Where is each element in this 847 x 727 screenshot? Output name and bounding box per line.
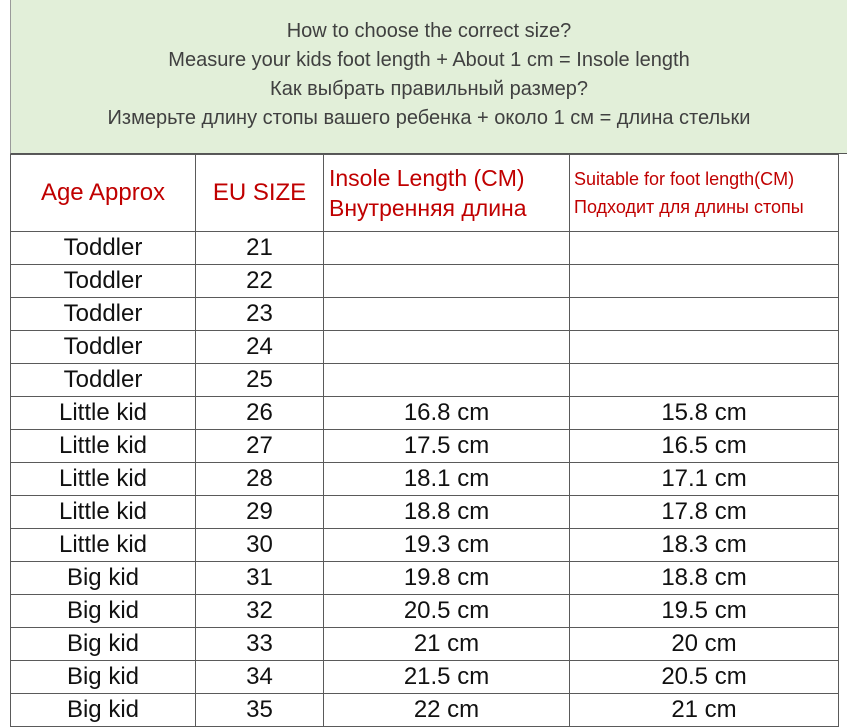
- cell-insole-length: [324, 232, 570, 265]
- cell-insole-length: [324, 364, 570, 397]
- cell-age: Toddler: [11, 298, 196, 331]
- cell-insole-length: 20.5 cm: [324, 595, 570, 628]
- cell-insole-length: 21.5 cm: [324, 661, 570, 694]
- cell-age: Little kid: [11, 463, 196, 496]
- table-row: [11, 298, 839, 331]
- header-insole-ru: Внутренняя длина: [329, 195, 527, 221]
- cell-eu-size: 28: [196, 463, 324, 496]
- cell-eu-size: 25: [196, 364, 324, 397]
- cell-foot-length: 17.1 cm: [570, 463, 839, 496]
- cell-insole-length: [324, 298, 570, 331]
- table-row: [11, 628, 839, 661]
- cell-eu-size: 30: [196, 529, 324, 562]
- cell-insole-length: 18.1 cm: [324, 463, 570, 496]
- table-row: [11, 529, 839, 562]
- cell-foot-length: [570, 298, 839, 331]
- cell-age: Little kid: [11, 529, 196, 562]
- table-row: [11, 562, 839, 595]
- cell-age: Toddler: [11, 331, 196, 364]
- cell-foot-length: 19.5 cm: [570, 595, 839, 628]
- cell-foot-length: 15.8 cm: [570, 397, 839, 430]
- cell-insole-length: 22 cm: [324, 694, 570, 727]
- banner-line-4: Измерьте длину стопы вашего ребенка + около 1 см = длина стельки: [107, 107, 751, 129]
- cell-eu-size: 22: [196, 265, 324, 298]
- cell-insole-length: 17.5 cm: [324, 430, 570, 463]
- cell-age: Little kid: [11, 430, 196, 463]
- table-row: [11, 694, 839, 727]
- cell-foot-length: 21 cm: [570, 694, 839, 727]
- table-row: [11, 496, 839, 529]
- cell-foot-length: 18.8 cm: [570, 562, 839, 595]
- table-row: [11, 397, 839, 430]
- table-row: [11, 232, 839, 265]
- size-table: [10, 154, 839, 727]
- banner-line-3: Как выбрать правильный размер?: [270, 78, 588, 100]
- cell-eu-size: 29: [196, 496, 324, 529]
- cell-eu-size: 21: [196, 232, 324, 265]
- cell-foot-length: 20.5 cm: [570, 661, 839, 694]
- table-row: [11, 463, 839, 496]
- header-foot-ru: Подходит для длины стопы: [574, 197, 804, 217]
- cell-insole-length: [324, 265, 570, 298]
- header-foot-length: [570, 155, 839, 232]
- cell-insole-length: [324, 331, 570, 364]
- banner-line-2: Measure your kids foot length + About 1 cm = Insole length: [168, 49, 690, 71]
- cell-foot-length: [570, 232, 839, 265]
- cell-eu-size: 24: [196, 331, 324, 364]
- cell-eu-size: 34: [196, 661, 324, 694]
- header-age: Age Approx: [11, 155, 196, 232]
- cell-foot-length: 17.8 cm: [570, 496, 839, 529]
- cell-age: Little kid: [11, 397, 196, 430]
- cell-age: Toddler: [11, 232, 196, 265]
- cell-age: Little kid: [11, 496, 196, 529]
- cell-foot-length: 20 cm: [570, 628, 839, 661]
- cell-foot-length: 18.3 cm: [570, 529, 839, 562]
- cell-age: Toddler: [11, 265, 196, 298]
- cell-eu-size: 35: [196, 694, 324, 727]
- header-eu-size: EU SIZE: [196, 155, 324, 232]
- table-header-row: [11, 155, 839, 232]
- cell-foot-length: [570, 364, 839, 397]
- header-insole-length: [324, 155, 570, 232]
- table-row: [11, 265, 839, 298]
- cell-age: Big kid: [11, 562, 196, 595]
- cell-foot-length: 16.5 cm: [570, 430, 839, 463]
- cell-eu-size: 27: [196, 430, 324, 463]
- cell-foot-length: [570, 331, 839, 364]
- cell-insole-length: 19.3 cm: [324, 529, 570, 562]
- cell-eu-size: 31: [196, 562, 324, 595]
- table-row: [11, 430, 839, 463]
- cell-foot-length: [570, 265, 839, 298]
- cell-age: Big kid: [11, 595, 196, 628]
- table-row: [11, 364, 839, 397]
- cell-insole-length: 19.8 cm: [324, 562, 570, 595]
- cell-age: Big kid: [11, 694, 196, 727]
- table-row: [11, 595, 839, 628]
- header-foot-en: Suitable for foot length(CM): [574, 169, 795, 189]
- table-body: [11, 232, 839, 727]
- banner-line-1: How to choose the correct size?: [286, 20, 572, 42]
- cell-age: Toddler: [11, 364, 196, 397]
- table-row: [11, 661, 839, 694]
- cell-eu-size: 26: [196, 397, 324, 430]
- cell-eu-size: 33: [196, 628, 324, 661]
- table-row: [11, 331, 839, 364]
- instructions-banner: [10, 0, 847, 154]
- header-insole-en: Insole Length (CM): [329, 165, 525, 191]
- cell-age: Big kid: [11, 628, 196, 661]
- cell-eu-size: 23: [196, 298, 324, 331]
- cell-insole-length: 18.8 cm: [324, 496, 570, 529]
- cell-eu-size: 32: [196, 595, 324, 628]
- cell-insole-length: 21 cm: [324, 628, 570, 661]
- cell-age: Big kid: [11, 661, 196, 694]
- cell-insole-length: 16.8 cm: [324, 397, 570, 430]
